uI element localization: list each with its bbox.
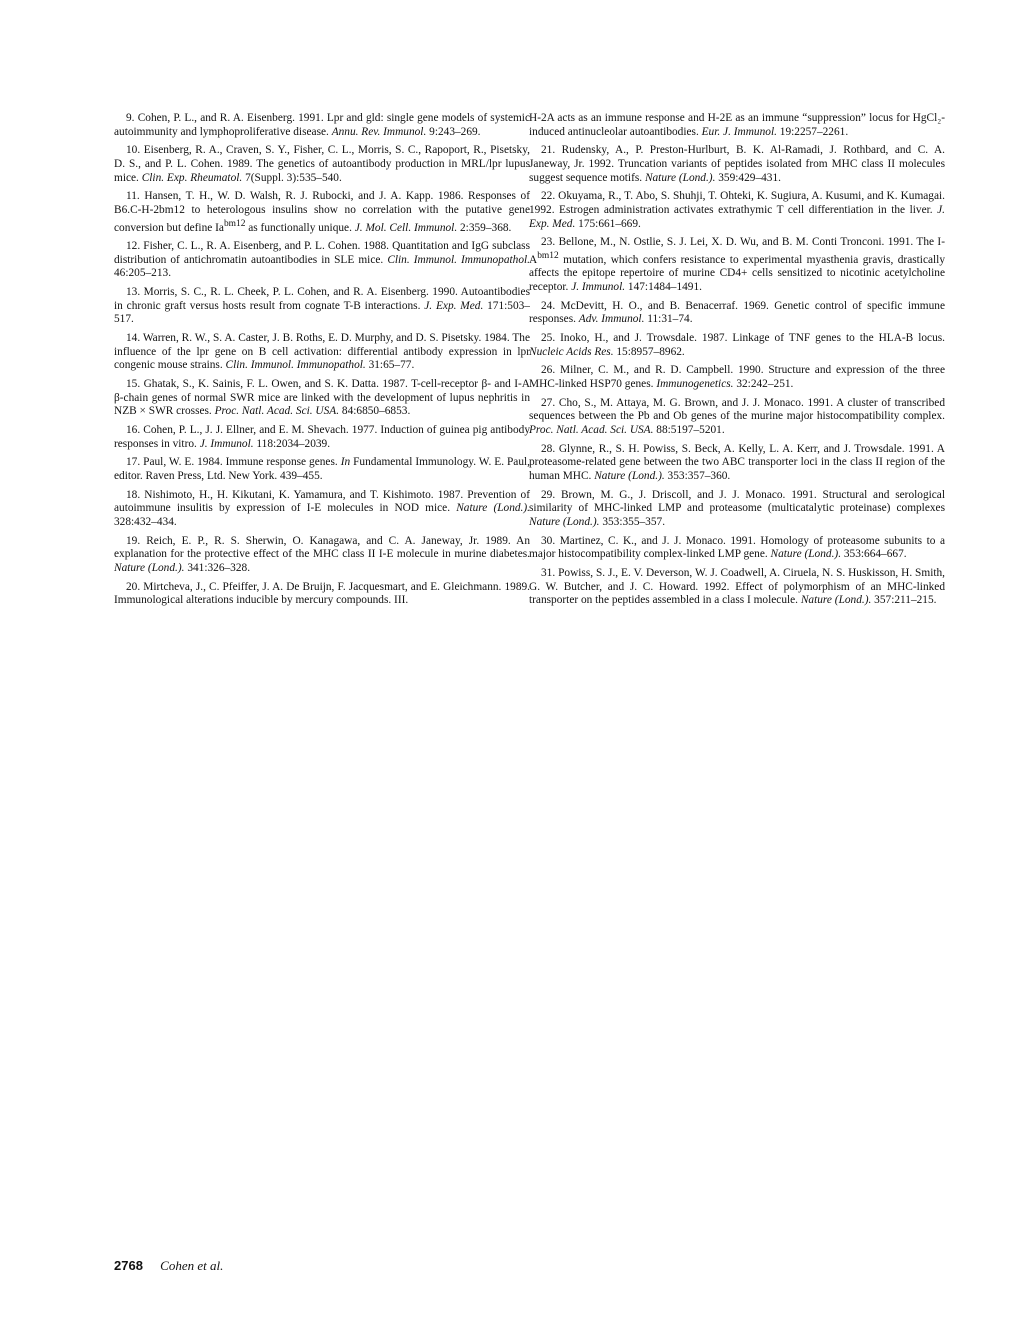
reference-11: 11. Hansen, T. H., W. D. Walsh, R. J. Rubocki, and J. A. Kapp. 1986. Responses of B6.C-H-2bm12 to heterologous insulins show no correlation with the putative gene conversion but define $Ia^{bm12}$ as functionally unique. J. Mol. Cell. Immunol. 2:359–368. xyxy=(114,190,530,234)
reference-22: 22. Okuyama, R., T. Abo, S. Shuhji, T. Ohteki, K. Sugiura, A. Kusumi, and K. Kumagai. 1992. Estrogen administration activates extrathymic T cell differentiation in the liver. J. Exp. Med. 175:661–669. xyxy=(529,190,945,230)
reference-29: 29. Brown, M. G., J. Driscoll, and J. J. Monaco. 1991. Structural and serological similarity of MHC-linked LMP and proteasome (multicatalytic proteinase) complexes Nature (Lond.). 353:355–357. xyxy=(529,488,945,528)
reference-19: 19. Reich, E. P., R. S. Sherwin, O. Kanagawa, and C. A. Janeway, Jr. 1989. An explanation for the protective effect of the MHC class II I-E molecule in murine diabetes. Nature (Lond.). 341:326–328. xyxy=(114,534,530,574)
reference-24: 24. McDevitt, H. O., and B. Benacerraf. 1969. Genetic control of specific immune responses. Adv. Immunol. 11:31–74. xyxy=(529,299,945,326)
reference-20-continuation: H-2A acts as an immune response and H-2E as an immune “suppression” locus for HgCl₂-induced antinucleolar autoantibodies. Eur. J. Immunol. 19:2257–2261. xyxy=(529,112,945,138)
reference-20: 20. Mirtcheva, J., C. Pfeiffer, J. A. De Bruijn, F. Jacquesmart, and E. Gleichmann. 1989. Immunological alterations inducible by mercury compounds. III. xyxy=(114,580,530,607)
page-footer xyxy=(114,1258,223,1274)
reference-18: 18. Nishimoto, H., H. Kikutani, K. Yamamura, and T. Kishimoto. 1987. Prevention of autoimmune insulitis by expression of I-E molecules in NOD mice. Nature (Lond.). 328:432–434. xyxy=(114,488,530,528)
reference-14: 14. Warren, R. W., S. A. Caster, J. B. Roths, E. D. Murphy, and D. S. Pisetsky. 1984. The influence of the lpr gene on B cell activation: differential antibody expression in lpr congenic mouse strains. Clin. Immunol. Immunopathol. 31:65–77. xyxy=(114,332,530,372)
references-right-column xyxy=(529,112,945,613)
reference-26: 26. Milner, C. M., and R. D. Campbell. 1990. Structure and expression of the three MHC-linked HSP70 genes. Immunogenetics. 32:242–251. xyxy=(529,364,945,390)
reference-27: 27. Cho, S., M. Attaya, M. G. Brown, and J. J. Monaco. 1991. A cluster of transcribed sequences between the Pb and Ob genes of the murine major histocompatibility complex. Proc. Natl. Acad. Sci. USA. 88:5197–5201. xyxy=(529,396,945,436)
reference-10: 10. Eisenberg, R. A., Craven, S. Y., Fisher, C. L., Morris, S. C., Rapoport, R., Pisetsky, D. S., and P. L. Cohen. 1989. The genetics of autoantibody production in MRL/lpr lupus mice. Clin. Exp. Rheumatol. 7(Suppl. 3):535–540. xyxy=(114,144,530,184)
running-head: Cohen et al. xyxy=(160,1258,224,1273)
reference-16: 16. Cohen, P. L., J. J. Ellner, and E. M. Shevach. 1977. Induction of guinea pig antibody responses in vitro. J. Immunol. 118:2034–2039. xyxy=(114,423,530,450)
reference-17: 17. Paul, W. E. 1984. Immune response genes. In Fundamental Immunology. W. E. Paul, editor. Raven Press, Ltd. New York. 439–455. xyxy=(114,456,531,482)
reference-9: 9. Cohen, P. L., and R. A. Eisenberg. 1991. Lpr and gld: single gene models of systemic autoimmunity and lymphoproliferative disease. Annu. Rev. Immunol. 9:243–269. xyxy=(114,112,530,138)
references-left-column xyxy=(114,112,530,613)
reference-13: 13. Morris, S. C., R. L. Cheek, P. L. Cohen, and R. A. Eisenberg. 1990. Autoantibodies in chronic graft versus hosts result from cognate T-B interactions. J. Exp. Med. 171:503–517. xyxy=(114,286,530,326)
reference-12: 12. Fisher, C. L., R. A. Eisenberg, and P. L. Cohen. 1988. Quantitation and IgG subclass distribution of antichromatin autoantibodies in SLE mice. Clin. Immunol. Immunopathol. 46:205–213. xyxy=(114,240,531,280)
page-number: 2768 xyxy=(114,1258,143,1273)
reference-15: 15. Ghatak, S., K. Sainis, F. L. Owen, and S. K. Datta. 1987. T-cell-receptor β- and I-A β-chain genes of normal SWR mice are linked with the development of lupus nephritis in NZB × SWR crosses. Proc. Natl. Acad. Sci. USA. 84:6850–6853. xyxy=(114,378,530,418)
reference-23: 23. Bellone, M., N. Ostlie, S. J. Lei, X. D. Wu, and B. M. Conti Tronconi. 1991. The $I-A^{bm12}$ mutation, which confers resistance to experimental myasthenia gravis, drastically affects the epitope repertoire of murine CD4+ cells sensitized to nicotinic acetylcholine receptor. J. Immunol. 147:1484–1491. xyxy=(529,236,945,293)
reference-28: 28. Glynne, R., S. H. Powiss, S. Beck, A. Kelly, L. A. Kerr, and J. Trowsdale. 1991. A proteasome-related gene between the two ABC transporter loci in the class II region of the human MHC. Nature (Lond.). 353:357–360. xyxy=(529,442,945,482)
reference-30: 30. Martinez, C. K., and J. J. Monaco. 1991. Homology of proteasome subunits to a major histocompatibility complex-linked LMP gene. Nature (Lond.). 353:664–667. xyxy=(529,534,945,561)
reference-21: 21. Rudensky, A., P. Preston-Hurlburt, B. K. Al-Ramadi, J. Rothbard, and C. A. Janeway, Jr. 1992. Truncation variants of peptides isolated from MHC class II molecules suggest sequence motifs. Nature (Lond.). 359:429–431. xyxy=(529,144,945,184)
reference-25: 25. Inoko, H., and J. Trowsdale. 1987. Linkage of TNF genes to the HLA-B locus. Nucleic Acids Res. 15:8957–8962. xyxy=(529,332,945,358)
reference-31: 31. Powiss, S. J., E. V. Deverson, W. J. Coadwell, A. Ciruela, N. S. Huskisson, H. Smith, G. W. Butcher, and J. C. Howard. 1992. Effect of polymorphism of an MHC-linked transporter on the peptides assembled in a class I molecule. Nature (Lond.). 357:211–215. xyxy=(529,567,945,607)
